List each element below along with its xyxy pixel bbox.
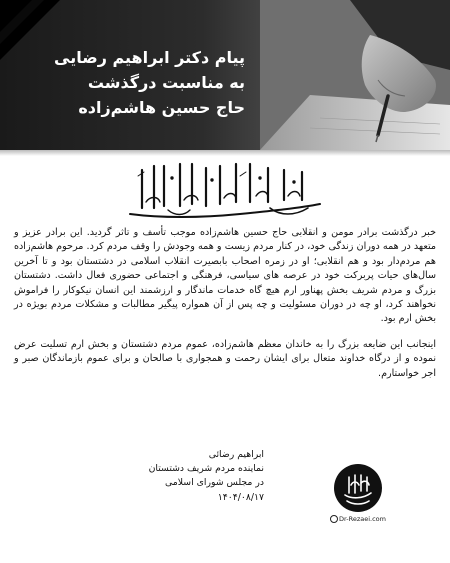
header-title-line3: حاج حسین هاشم‌زاده (78, 98, 245, 117)
message-body (14, 226, 436, 392)
hand-writing-photo (260, 0, 450, 150)
header-title-line2: به مناسبت درگذشت (87, 73, 245, 92)
signature-role-line2: در مجلس شورای اسلامی (165, 477, 264, 489)
header-title-line1: پیام دکتر ابراهیم رضایی (54, 48, 245, 67)
signature-block (144, 448, 264, 505)
globe-icon (330, 515, 338, 523)
signature-date: ۱۴۰۴/۰۸/۱۷ (217, 491, 264, 503)
signature-role-line1: نماینده مردم شریف دشتستان (148, 463, 264, 475)
message-paragraph-2: اینجانب این ضایعه بزرگ را به خاندان معظم هاشم‌زاده، عموم مردم دشتستان و بخش ارم تسلیت عرض نموده و از درگاه خداوند متعال برای ایشان رحمت و همجواری با صالحان و برای عموم بازماندگان صبر و اجر خواستارم. (14, 338, 436, 379)
website-url (326, 515, 390, 523)
website-url-text: Dr-Rezaei.com (339, 515, 386, 523)
message-paragraph-1: خبر درگذشت برادر مومن و انقلابی حاج حسین هاشم‌زاده موجب تأسف و تاثر گردید. این برادر عزیز و متعهد در همه دوران زندگی خود، در کنار مردم زیست و همه وجودش را وقف مردم کرد. مرحوم هاشم‌زاده هم مردم‌دار بود و هم انقلابی؛ او در زمره اصحاب بابصیرت انقلاب اسلامی در دشتستان بود و تا آخرین سال‌های حیات پربرکت خود در عرصه های سیاسی، فرهنگی و اجتماعی حضوری فعال داشت. دشتستان بزرگ و مردم شریف بخش پهناور ارم هیچ گاه خدمات ماندگار و ارزشمند این انسان نیکوکار را فراموش نخواهند کرد، او چه در دوران مسئولیت و چه پس از آن همواره پیگیر مطالبات و مشکلات مردم بویژه در بخش ارم بود. (14, 227, 436, 325)
quranic-calligraphy (120, 156, 330, 226)
header-banner (0, 0, 450, 150)
calligraphy-seal-logo-icon (333, 463, 383, 513)
signature-name: ابراهیم رضائی (208, 449, 264, 460)
